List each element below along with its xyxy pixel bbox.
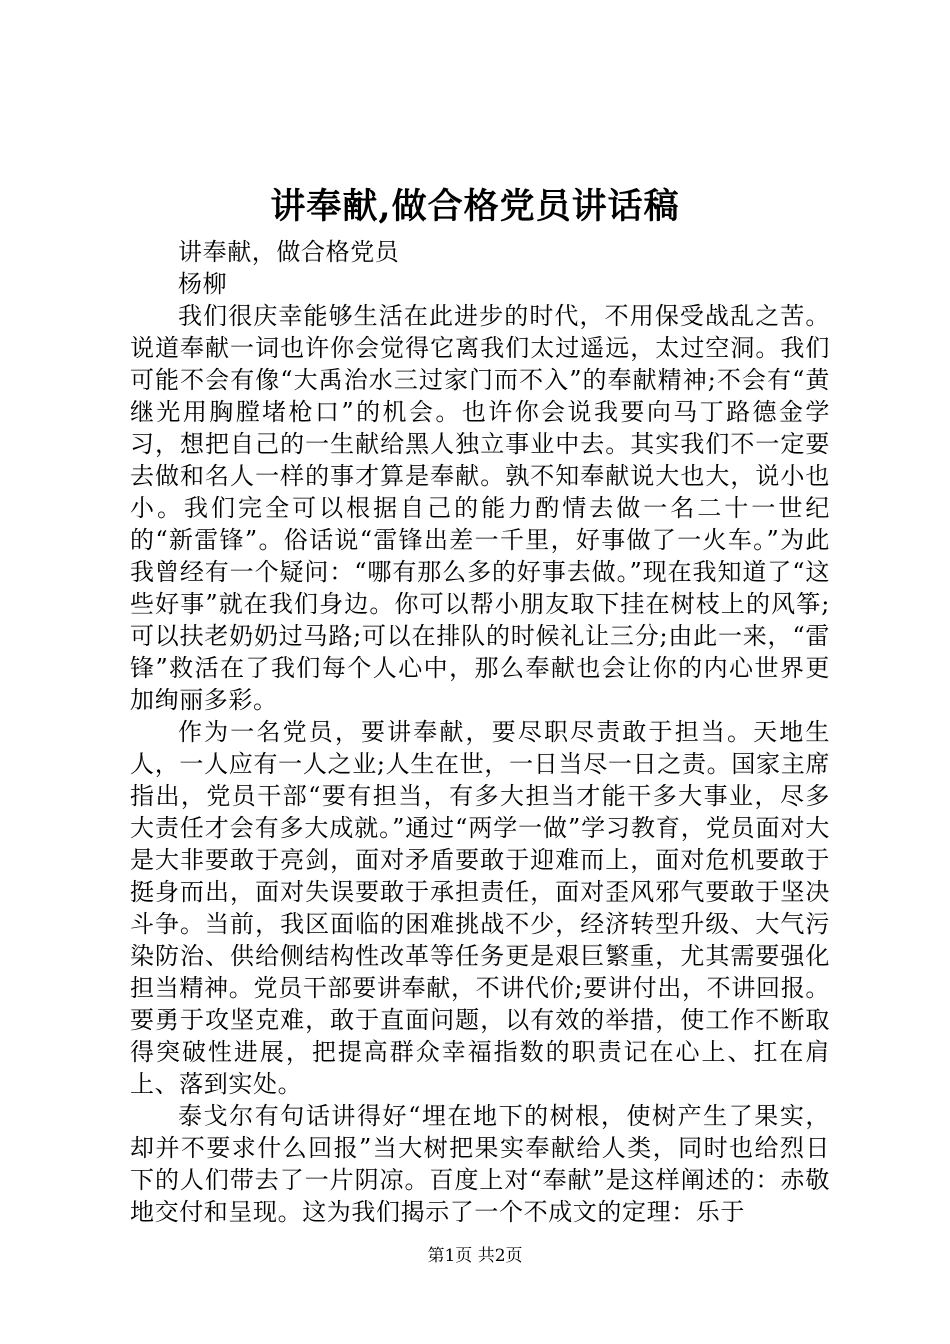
body-paragraph: 我们很庆幸能够生活在此进步的时代，不用保受战乱之苦。说道奉献一词也许你会觉得它离我们太过遥远，太过空洞。我们可能不会有像“大禹治水三过家门而不入”的奉献精神;不会有“黄继光用胸膛堵枪口”的机会。也许你会说我要向马丁路德金学习，想把自己的一生献给黑人独立事业中去。其实我们不一定要去做和名人一样的事才算是奉献。孰不知奉献说大也大，说小也小。我们完全可以根据自己的能力酌情去做一名二十一世纪的“新雷锋”。俗话说“雷锋出差一千里，好事做了一火车。”为此我曾经有一个疑问：“哪有那么多的好事去做。”现在我知道了“这些好事”就在我们身边。你可以帮小朋友取下挂在树枝上的风筝;可以扶老奶奶过马路;可以在排队的时候礼让三分;由此一来，“雷锋”救活在了我们每个人心中，那么奉献也会让你的内心世界更加绚丽多彩。 [130,302,830,714]
body-paragraph: 作为一名党员，要讲奉献，要尽职尽责敢于担当。天地生人，一人应有一人之业;人生在世，一日当尽一日之责。国家主席指出，党员干部“要有担当，有多大担当才能干多大事业，尽多大责任才会有多大成就。”通过“两学一做”学习教育，党员面对大是大非要敢于亮剑，面对矛盾要敢于迎难而上，面对危机要敢于挺身而出，面对失误要敢于承担责任，面对歪风邪气要敢于坚决斗争。当前，我区面临的困难挑战不少，经济转型升级、大气污染防治、供给侧结构性改革等任务更是艰巨繁重，尤其需要强化担当精神。党员干部要讲奉献，不讲代价;要讲付出，不讲回报。要勇于攻坚克难，敢于直面问题，以有效的举措，使工作不断取得突破性进展，把提高群众幸福指数的职责记在心上、扛在肩上、落到实处。 [130,718,830,1098]
page-footer: 第1页 共2页 [427,1246,523,1266]
document-body [130,236,830,1228]
document-title: 讲奉献,做合格党员讲话稿 [270,186,680,227]
author-paragraph: 杨柳 [178,270,228,298]
body-paragraph: 泰戈尔有句话讲得好“埋在地下的树根，使树产生了果实，却并不要求什么回报”当大树把果实奉献给人类，同时也给烈日下的人们带去了一片阴凉。百度上对“奉献”是这样阐述的：赤敬地交付和呈现。这为我们揭示了一个不成文的定理：乐于 [130,1102,830,1226]
subtitle-paragraph: 讲奉献，做合格党员 [178,238,400,266]
